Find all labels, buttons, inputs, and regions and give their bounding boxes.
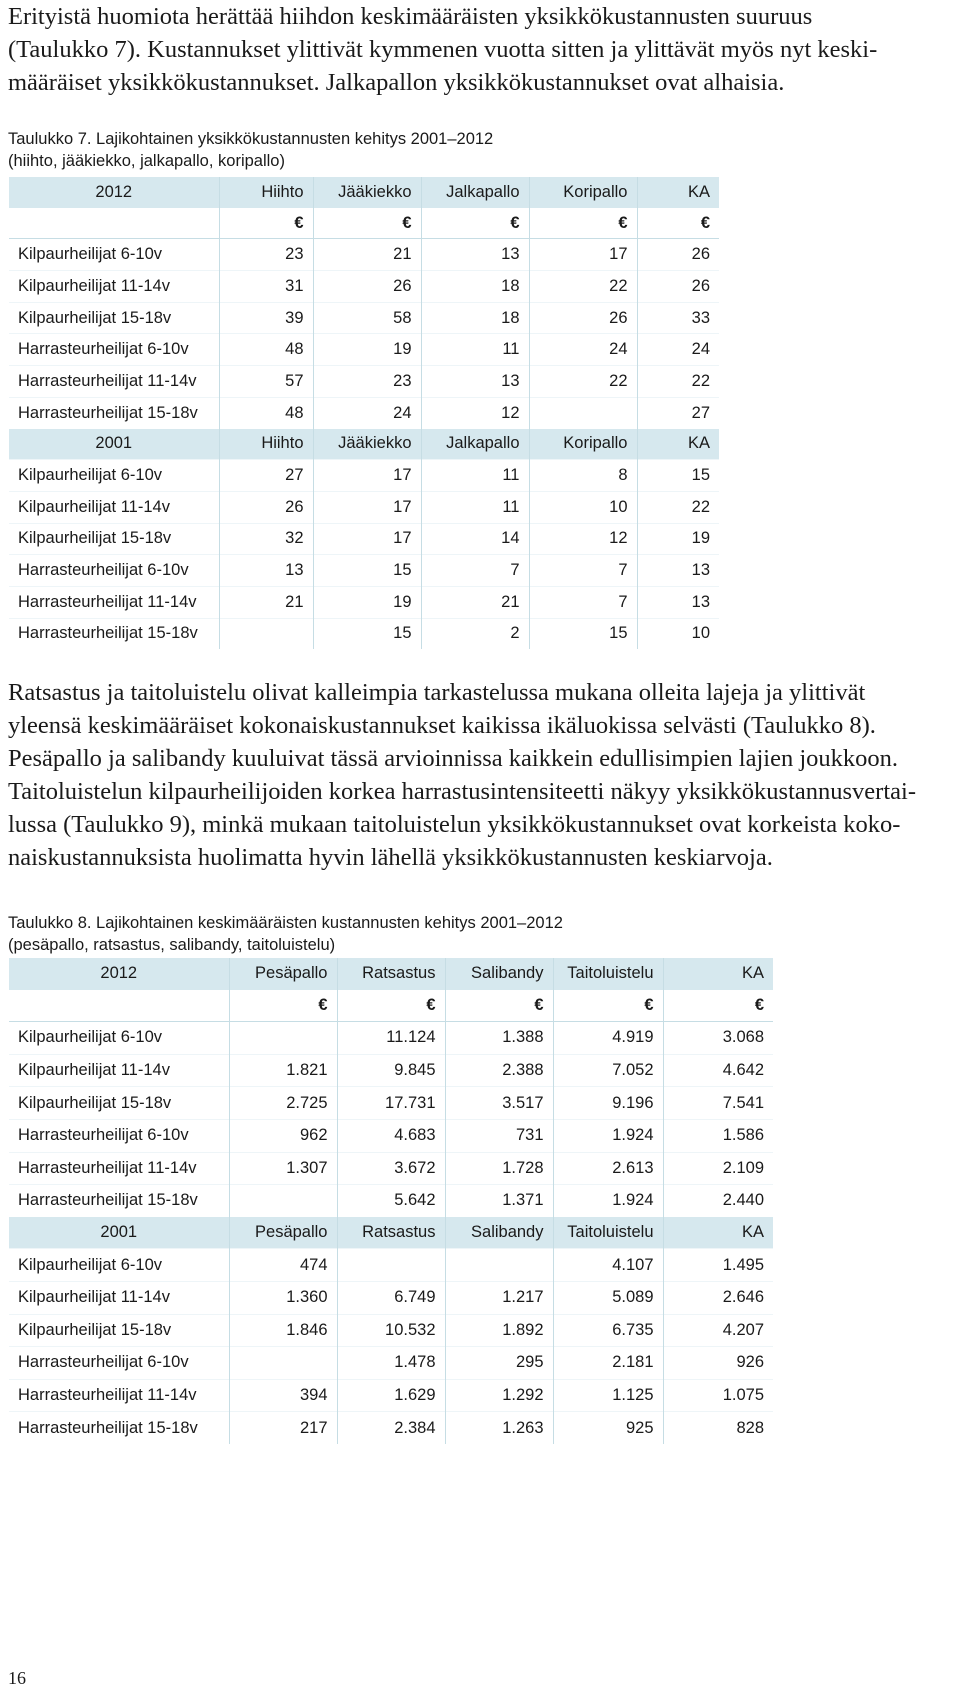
table-header-row (9, 958, 773, 990)
table-cell (445, 1249, 553, 1282)
table-cell: 962 (229, 1119, 337, 1152)
table-cell: 9.845 (337, 1054, 445, 1087)
row-label: Kilpaurheilijat 15-18v (9, 1314, 229, 1347)
row-label: Harrasteurheilijat 15-18v (9, 618, 219, 649)
table-cell: 32 (219, 523, 313, 555)
table8-caption (8, 912, 563, 956)
column-header: Ratsastus (337, 1217, 445, 1249)
table-cell: 217 (229, 1412, 337, 1444)
table-row (9, 334, 719, 366)
table-cell: 48 (219, 397, 313, 428)
table-header-row (9, 177, 719, 208)
table-cell: 39 (219, 302, 313, 334)
table-cell: 9.196 (553, 1087, 663, 1120)
table-row (9, 397, 719, 428)
table-cell: 15 (313, 618, 421, 649)
table-cell: 57 (219, 366, 313, 398)
table-cell: 6.735 (553, 1314, 663, 1347)
table-cell: 21 (313, 239, 421, 271)
column-header: Ratsastus (337, 958, 445, 990)
table-cell: 23 (313, 366, 421, 398)
table-cell: 7 (529, 586, 637, 618)
row-label: Kilpaurheilijat 11-14v (9, 1281, 229, 1314)
row-label: Harrasteurheilijat 6-10v (9, 1347, 229, 1380)
row-label: Kilpaurheilijat 6-10v (9, 239, 219, 271)
table-cell (229, 1185, 337, 1217)
row-label: Harrasteurheilijat 15-18v (9, 1412, 229, 1444)
intro-line: määräiset yksikkökustannukset. Jalkapallon yksikkökustannukset ovat alhaisia. (8, 69, 785, 96)
table-cell (337, 1249, 445, 1282)
table-cell: 3.068 (663, 1022, 773, 1055)
table-cell: 17.731 (337, 1087, 445, 1120)
intro-line: (Taulukko 7). Kustannukset ylittivät kymmenen vuotta sitten ja ylittävät myös nyt keski- (8, 36, 878, 63)
table-cell: 17 (313, 523, 421, 555)
table-cell: 26 (219, 491, 313, 523)
table-cell: 13 (421, 366, 529, 398)
table-cell: 1.846 (229, 1314, 337, 1347)
table-cell: 3.517 (445, 1087, 553, 1120)
table-cell: 2.613 (553, 1152, 663, 1185)
unit-spacer (9, 208, 219, 239)
column-header: Taitoluistelu (553, 1217, 663, 1249)
table-cell: 13 (637, 555, 719, 587)
table-cell: 4.919 (553, 1022, 663, 1055)
table-cell: 1.371 (445, 1185, 553, 1217)
table-cell: 4.642 (663, 1054, 773, 1087)
euro-symbol: € (229, 990, 337, 1022)
table-cell: 2.181 (553, 1347, 663, 1380)
column-header: Jääkiekko (313, 429, 421, 460)
row-label: Kilpaurheilijat 6-10v (9, 1022, 229, 1055)
euro-symbol: € (219, 208, 313, 239)
euro-symbol: € (637, 208, 719, 239)
body-paragraph (8, 676, 943, 874)
table7-caption-title: Taulukko 7. Lajikohtainen yksikkökustannusten kehitys 2001–2012 (8, 130, 494, 148)
table-cell: 1.495 (663, 1249, 773, 1282)
table-cell: 5.089 (553, 1281, 663, 1314)
table-row (9, 239, 719, 271)
table-cell (229, 1347, 337, 1380)
body-line: naiskustannuksista huolimatta hyvin lähellä yksikkökustannusten keskiarvoja. (8, 844, 773, 871)
table-cell: 12 (421, 397, 529, 428)
table-cell: 7.052 (553, 1054, 663, 1087)
table-cell: 22 (637, 491, 719, 523)
euro-symbol: € (663, 990, 773, 1022)
table-cell: 828 (663, 1412, 773, 1444)
row-label: Harrasteurheilijat 15-18v (9, 1185, 229, 1217)
column-header: KA (663, 1217, 773, 1249)
table-cell: 4.107 (553, 1249, 663, 1282)
table-row (9, 1379, 773, 1412)
table-cell: 2.109 (663, 1152, 773, 1185)
table-cell: 1.629 (337, 1379, 445, 1412)
table-cell: 926 (663, 1347, 773, 1380)
table-cell: 17 (529, 239, 637, 271)
table-cell: 1.586 (663, 1119, 773, 1152)
table-cell: 11 (421, 334, 529, 366)
table-row (9, 1022, 773, 1055)
table-cell: 15 (529, 618, 637, 649)
table-cell: 1.924 (553, 1119, 663, 1152)
table-cell: 2.388 (445, 1054, 553, 1087)
table-cell: 5.642 (337, 1185, 445, 1217)
table-cell: 21 (219, 586, 313, 618)
body-line: lussa (Taulukko 9), minkä mukaan taitoluistelun yksikkökustannukset ovat korkeista koko- (8, 811, 901, 838)
table-cell: 17 (313, 460, 421, 492)
table-cell: 26 (637, 271, 719, 303)
table-row (9, 366, 719, 398)
table-cell: 12 (529, 523, 637, 555)
table-cell: 7 (529, 555, 637, 587)
table8 (9, 958, 773, 1444)
row-label: Harrasteurheilijat 11-14v (9, 1379, 229, 1412)
table-header-row (9, 429, 719, 460)
column-header: Koripallo (529, 177, 637, 208)
row-label: Kilpaurheilijat 11-14v (9, 271, 219, 303)
table8-caption-title: Taulukko 8. Lajikohtainen keskimääräisten kustannusten kehitys 2001–2012 (8, 914, 563, 932)
table-cell: 2 (421, 618, 529, 649)
column-header: KA (663, 958, 773, 990)
table-cell: 11 (421, 460, 529, 492)
table-cell: 19 (313, 334, 421, 366)
table-cell: 1.217 (445, 1281, 553, 1314)
table-cell: 1.263 (445, 1412, 553, 1444)
table-cell: 731 (445, 1119, 553, 1152)
table-row (9, 523, 719, 555)
table-cell: 10.532 (337, 1314, 445, 1347)
row-label: Kilpaurheilijat 15-18v (9, 1087, 229, 1120)
table-cell: 26 (637, 239, 719, 271)
table-cell: 19 (313, 586, 421, 618)
table-cell: 26 (529, 302, 637, 334)
table-cell: 22 (529, 271, 637, 303)
row-label: Kilpaurheilijat 6-10v (9, 460, 219, 492)
table8-caption-subtitle: (pesäpallo, ratsastus, salibandy, taitoluistelu) (8, 936, 336, 954)
table-cell: 11 (421, 491, 529, 523)
table-cell (529, 397, 637, 428)
table7 (9, 177, 719, 649)
body-line: yleensä keskimääräiset kokonaiskustannukset kaikissa ikäluokissa selvästi (Taulukko 8). (8, 712, 876, 739)
table-cell: 33 (637, 302, 719, 334)
row-label: Kilpaurheilijat 15-18v (9, 523, 219, 555)
table7-caption-subtitle: (hiihto, jääkiekko, jalkapallo, koripallo) (8, 152, 285, 170)
table-row (9, 302, 719, 334)
body-line: Taitoluistelun kilpaurheilijoiden korkea harrastusintensiteetti näkyy yksikkökustannusvertai- (8, 778, 916, 805)
table-cell: 8 (529, 460, 637, 492)
table-cell (219, 618, 313, 649)
table-cell: 31 (219, 271, 313, 303)
table-row (9, 586, 719, 618)
column-header: KA (637, 177, 719, 208)
table-header-row (9, 1217, 773, 1249)
column-header: KA (637, 429, 719, 460)
table-cell: 48 (219, 334, 313, 366)
table-cell: 10 (637, 618, 719, 649)
table-row (9, 1185, 773, 1217)
table-cell: 1.075 (663, 1379, 773, 1412)
table-cell: 7 (421, 555, 529, 587)
table-cell: 15 (313, 555, 421, 587)
intro-paragraph (8, 0, 938, 99)
column-header: Taitoluistelu (553, 958, 663, 990)
table-row (9, 1412, 773, 1444)
table-cell: 7.541 (663, 1087, 773, 1120)
row-label: Harrasteurheilijat 6-10v (9, 555, 219, 587)
table-cell: 15 (637, 460, 719, 492)
row-label: Harrasteurheilijat 15-18v (9, 397, 219, 428)
table-cell: 3.672 (337, 1152, 445, 1185)
table-row (9, 491, 719, 523)
table-cell (229, 1022, 337, 1055)
table-row (9, 271, 719, 303)
table-cell: 24 (529, 334, 637, 366)
year-header: 2012 (9, 958, 229, 990)
table-cell: 58 (313, 302, 421, 334)
year-header: 2001 (9, 1217, 229, 1249)
table-cell: 1.892 (445, 1314, 553, 1347)
column-header: Pesäpallo (229, 958, 337, 990)
table-cell: 6.749 (337, 1281, 445, 1314)
table-cell: 26 (313, 271, 421, 303)
table-cell: 1.292 (445, 1379, 553, 1412)
row-label: Kilpaurheilijat 11-14v (9, 1054, 229, 1087)
table-row (9, 1249, 773, 1282)
table-cell: 23 (219, 239, 313, 271)
table-cell: 22 (529, 366, 637, 398)
table-row (9, 1119, 773, 1152)
table-cell: 1.478 (337, 1347, 445, 1380)
table-cell: 2.440 (663, 1185, 773, 1217)
table-cell: 24 (637, 334, 719, 366)
table-cell: 27 (637, 397, 719, 428)
column-header: Koripallo (529, 429, 637, 460)
table-cell: 18 (421, 271, 529, 303)
table-cell: 1.728 (445, 1152, 553, 1185)
table-cell: 474 (229, 1249, 337, 1282)
table-cell: 2.646 (663, 1281, 773, 1314)
table-cell: 13 (637, 586, 719, 618)
row-label: Kilpaurheilijat 11-14v (9, 491, 219, 523)
table-row (9, 460, 719, 492)
table-row (9, 1347, 773, 1380)
table-cell: 13 (219, 555, 313, 587)
row-label: Harrasteurheilijat 6-10v (9, 334, 219, 366)
table-cell: 4.207 (663, 1314, 773, 1347)
table-cell: 394 (229, 1379, 337, 1412)
euro-symbol: € (553, 990, 663, 1022)
table-cell: 4.683 (337, 1119, 445, 1152)
table7-caption (8, 128, 493, 172)
table-cell: 1.360 (229, 1281, 337, 1314)
column-header: Hiihto (219, 429, 313, 460)
table-cell: 2.384 (337, 1412, 445, 1444)
table-cell: 24 (313, 397, 421, 428)
table-row (9, 555, 719, 587)
currency-unit-row (9, 990, 773, 1022)
table-cell: 2.725 (229, 1087, 337, 1120)
table-cell: 13 (421, 239, 529, 271)
intro-line: Erityistä huomiota herättää hiihdon keskimääräisten yksikkökustannusten suuruus (8, 3, 813, 30)
row-label: Kilpaurheilijat 6-10v (9, 1249, 229, 1282)
currency-unit-row (9, 208, 719, 239)
row-label: Kilpaurheilijat 15-18v (9, 302, 219, 334)
table-cell: 295 (445, 1347, 553, 1380)
table-cell: 22 (637, 366, 719, 398)
euro-symbol: € (421, 208, 529, 239)
row-label: Harrasteurheilijat 11-14v (9, 1152, 229, 1185)
column-header: Salibandy (445, 1217, 553, 1249)
euro-symbol: € (337, 990, 445, 1022)
table-row (9, 618, 719, 649)
year-header: 2001 (9, 429, 219, 460)
table-row (9, 1087, 773, 1120)
body-line: Ratsastus ja taitoluistelu olivat kalleimpia tarkastelussa mukana olleita lajeja ja ylittivät (8, 679, 866, 706)
column-header: Jalkapallo (421, 429, 529, 460)
row-label: Harrasteurheilijat 11-14v (9, 586, 219, 618)
unit-spacer (9, 990, 229, 1022)
column-header: Jääkiekko (313, 177, 421, 208)
table-row (9, 1281, 773, 1314)
column-header: Salibandy (445, 958, 553, 990)
table-cell: 14 (421, 523, 529, 555)
table-cell: 1.821 (229, 1054, 337, 1087)
table-cell: 1.924 (553, 1185, 663, 1217)
page-number: 16 (8, 1668, 26, 1688)
table-cell: 1.307 (229, 1152, 337, 1185)
table-cell: 11.124 (337, 1022, 445, 1055)
table-cell: 18 (421, 302, 529, 334)
table-row (9, 1152, 773, 1185)
table-cell: 1.125 (553, 1379, 663, 1412)
table-cell: 1.388 (445, 1022, 553, 1055)
table-cell: 27 (219, 460, 313, 492)
table-cell: 925 (553, 1412, 663, 1444)
table-cell: 17 (313, 491, 421, 523)
column-header: Jalkapallo (421, 177, 529, 208)
year-header: 2012 (9, 177, 219, 208)
table-cell: 19 (637, 523, 719, 555)
body-line: Pesäpallo ja salibandy kuuluivat tässä arvioinnissa kaikkein edullisimpien lajien joukkoon. (8, 745, 899, 772)
table-cell: 10 (529, 491, 637, 523)
table-row (9, 1314, 773, 1347)
row-label: Harrasteurheilijat 11-14v (9, 366, 219, 398)
table-cell: 21 (421, 586, 529, 618)
euro-symbol: € (313, 208, 421, 239)
euro-symbol: € (445, 990, 553, 1022)
column-header: Pesäpallo (229, 1217, 337, 1249)
column-header: Hiihto (219, 177, 313, 208)
table-row (9, 1054, 773, 1087)
euro-symbol: € (529, 208, 637, 239)
row-label: Harrasteurheilijat 6-10v (9, 1119, 229, 1152)
